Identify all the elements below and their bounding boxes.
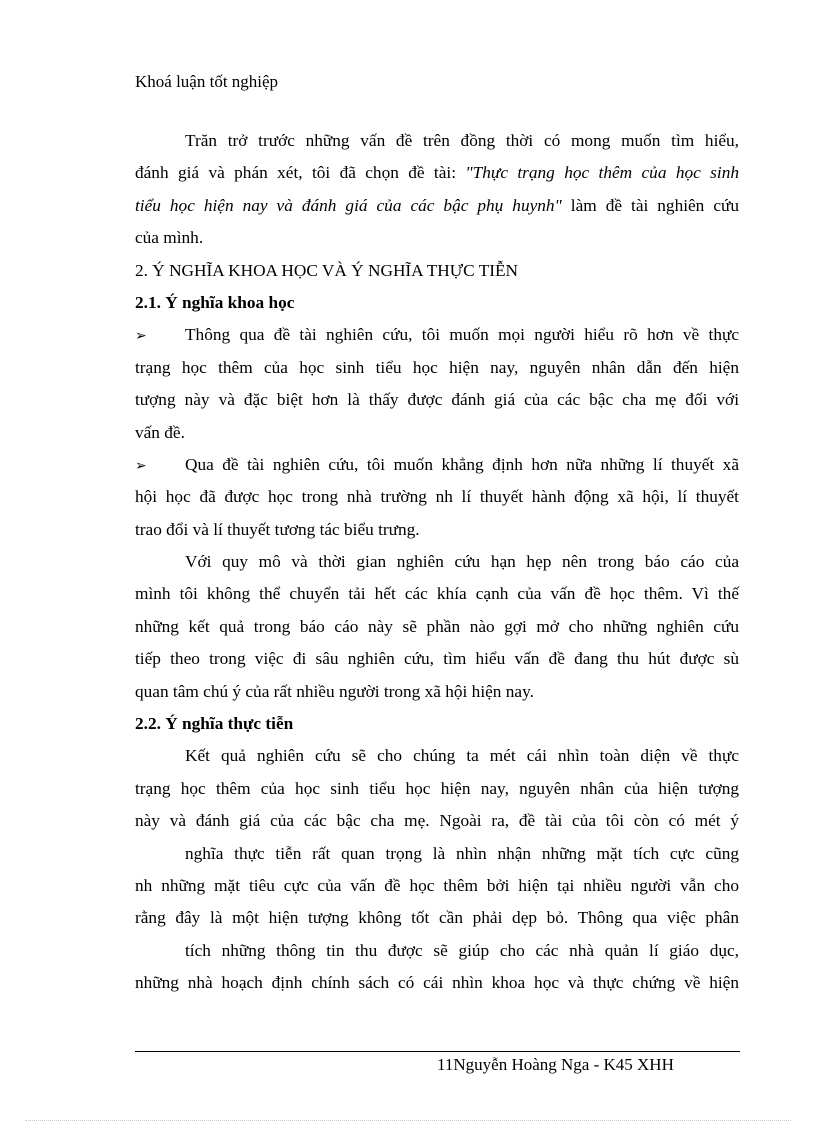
footer-rule bbox=[135, 1051, 740, 1052]
text-run: đánh giá và phán xét, tôi đã chọn đề tài: bbox=[135, 163, 466, 183]
footer-author: Nguyễn Hoàng Nga - K45 XHH bbox=[453, 1055, 674, 1074]
bullet-text: Thông qua đề tài nghiên cứu, tôi muốn mọi người hiểu rõ hơn về thực bbox=[185, 325, 739, 345]
bullet-line: hội học đã được học trong nhà trường nh lí thuyết hành động xã hội, lí thuyết bbox=[135, 487, 739, 507]
bullet-text: Qua đề tài nghiên cứu, tôi muốn khẳng định hơn nữa những lí thuyết xã bbox=[185, 454, 739, 474]
paragraph-line: tiếp theo trong việc đi sâu nghiên cứu, tìm hiểu vấn đề đang thu hút được sù bbox=[135, 649, 739, 669]
paragraph-line: quan tâm chú ý của rất nhiều người trong xã hội hiện nay. bbox=[135, 681, 534, 701]
page-number: 11 bbox=[437, 1055, 454, 1074]
bullet-item bbox=[135, 319, 739, 351]
page-header: Khoá luận tốt nghiệp bbox=[135, 72, 279, 91]
subsection-heading: 2.2. Ý nghĩa thực tiễn bbox=[135, 714, 294, 734]
arrow-bullet-icon: ➢ bbox=[135, 457, 147, 474]
paragraph-line: của mình. bbox=[135, 228, 204, 248]
bullet-line: trao đổi và lí thuyết tương tác biểu trưng. bbox=[135, 519, 420, 539]
paragraph-line: trạng học thêm của học sinh tiểu học hiện nay, nguyên nhân của hiện tượng bbox=[135, 778, 739, 798]
paragraph-line: này và đánh giá của các bậc cha mẹ. Ngoài ra, đề tài của tôi còn có mét ý bbox=[135, 811, 739, 831]
bullet-line: tượng này và đặc biệt hơn là thấy được đánh giá của các bậc cha mẹ đối với bbox=[135, 390, 739, 410]
bullet-item bbox=[135, 449, 739, 481]
paragraph-line: mình tôi không thể chuyển tải hết các khía cạnh của vấn đề học thêm. Vì thế bbox=[135, 584, 739, 604]
paragraph-line: Trăn trở trước những vấn đề trên đồng thời có mong muốn tìm hiểu, bbox=[185, 131, 739, 150]
page-edge-divider bbox=[25, 1120, 791, 1121]
paragraph-line: nghĩa thực tiễn rất quan trọng là nhìn nhận những mặt tích cực cũng bbox=[185, 843, 739, 863]
document-body bbox=[135, 125, 739, 1000]
paragraph-line: rằng đây là một hiện tượng không tốt cần phải dẹp bỏ. Thông qua việc phân bbox=[135, 908, 739, 928]
italic-title: tiểu học hiện nay và đánh giá của các bậc phụ huynh" bbox=[135, 195, 562, 215]
bullet-line: trạng học thêm của học sinh tiểu học hiện nay, nguyên nhân dẫn đến hiện bbox=[135, 357, 739, 377]
paragraph-line bbox=[135, 157, 739, 189]
bullet-line: vấn đề. bbox=[135, 422, 185, 442]
paragraph-line: Kết quả nghiên cứu sẽ cho chúng ta mét cái nhìn toàn diện về thực bbox=[185, 746, 739, 766]
italic-title: "Thực trạng học thêm của học sinh bbox=[465, 163, 739, 183]
text-run: làm đề tài nghiên cứu bbox=[561, 195, 739, 215]
paragraph-line bbox=[135, 190, 739, 222]
page-footer bbox=[437, 1055, 674, 1075]
paragraph-line: những nhà hoạch định chính sách có cái nhìn khoa học và thực chứng về hiện bbox=[135, 973, 739, 993]
paragraph-line: tích những thông tin thu được sẽ giúp cho các nhà quản lí giáo dục, bbox=[185, 940, 739, 960]
subsection-heading: 2.1. Ý nghĩa khoa học bbox=[135, 292, 295, 312]
arrow-bullet-icon: ➢ bbox=[135, 328, 147, 345]
section-heading: 2. Ý NGHĨA KHOA HỌC VÀ Ý NGHĨA THỰC TIỄN bbox=[135, 260, 519, 280]
paragraph-line: Với quy mô và thời gian nghiên cứu hạn hẹp nên trong báo cáo của bbox=[185, 552, 739, 572]
paragraph-line: nh những mặt tiêu cực của vấn đề học thêm bởi hiện tại nhiều người vẫn cho bbox=[135, 875, 739, 895]
paragraph-line: những kết quả trong báo cáo này sẽ phần nào gợi mở cho những nghiên cứu bbox=[135, 616, 739, 636]
